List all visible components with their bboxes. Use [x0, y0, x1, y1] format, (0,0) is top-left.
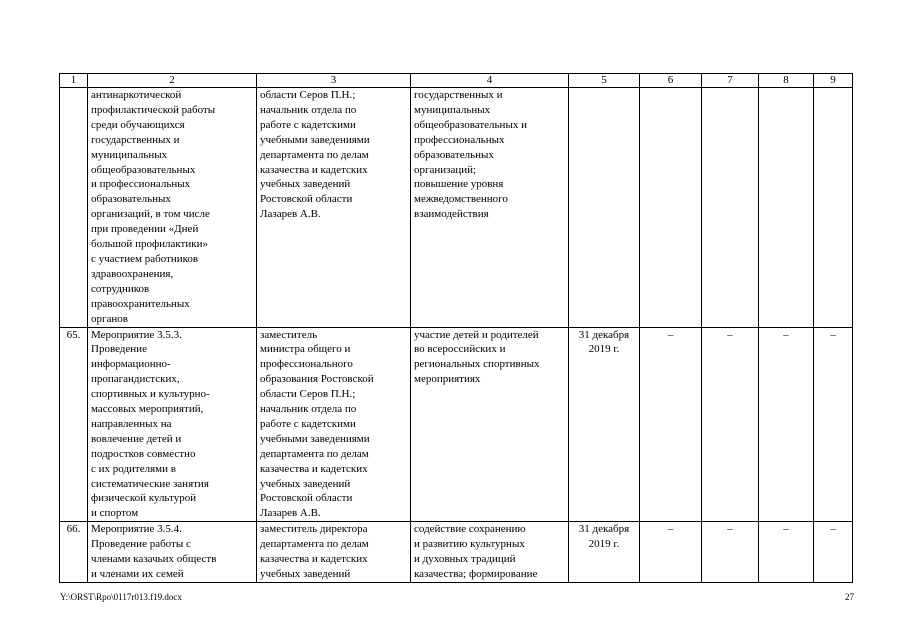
column-header-5: 5	[569, 74, 640, 88]
responsible-cell: заместитель директора департамента по делам казачества и кадетских учебных заведений	[257, 522, 411, 583]
event-cell: антинаркотической профилактической работы среди обучающихся государственных и муниципальных общеобразовательных и профессиональных образовательных организаций, в том числе при проведении «Дней большой профилактики» с участием работников здравоохранения, сотрудников правоохранительных органов	[88, 88, 257, 328]
column-header-8: 8	[759, 74, 814, 88]
col6-cell: –	[640, 327, 702, 522]
col8-cell: –	[759, 522, 814, 583]
table-row	[60, 522, 853, 583]
table-row	[60, 88, 853, 328]
column-number-row	[60, 74, 853, 88]
date-cell: 31 декабря 2019 г.	[569, 327, 640, 522]
col9-cell	[814, 88, 853, 328]
row-number: 66.	[60, 522, 88, 583]
column-header-2: 2	[88, 74, 257, 88]
page-number: 27	[845, 592, 854, 602]
result-cell: участие детей и родителей во всероссийских и региональных спортивных мероприятиях	[411, 327, 569, 522]
col7-cell: –	[702, 327, 759, 522]
plan-table	[59, 73, 853, 583]
col9-cell: –	[814, 327, 853, 522]
date-cell: 31 декабря 2019 г.	[569, 522, 640, 583]
col6-cell	[640, 88, 702, 328]
responsible-cell: заместитель министра общего и профессионального образования Ростовской области Серов П.Н.; начальник отдела по работе с кадетскими учебными заведениями департамента по делам казачества и кадетских учебных заведений Ростовской области Лазарев А.В.	[257, 327, 411, 522]
col7-cell	[702, 88, 759, 328]
column-header-4: 4	[411, 74, 569, 88]
col7-cell: –	[702, 522, 759, 583]
result-cell: государственных и муниципальных общеобразовательных и профессиональных образовательных организаций; повышение уровня межведомственного взаимодействия	[411, 88, 569, 328]
column-header-3: 3	[257, 74, 411, 88]
col9-cell: –	[814, 522, 853, 583]
responsible-cell: области Серов П.Н.; начальник отдела по работе с кадетскими учебными заведениями департамента по делам казачества и кадетских учебных заведений Ростовской области Лазарев А.В.	[257, 88, 411, 328]
footer-file-path: Y:\ORST\Rpo\0117r013.f19.docx	[60, 592, 182, 602]
column-header-7: 7	[702, 74, 759, 88]
col8-cell: –	[759, 327, 814, 522]
row-number	[60, 88, 88, 328]
table-row	[60, 327, 853, 522]
row-number: 65.	[60, 327, 88, 522]
column-header-1: 1	[60, 74, 88, 88]
result-cell: содействие сохранению и развитию культурных и духовных традиций казачества; формирование	[411, 522, 569, 583]
date-cell	[569, 88, 640, 328]
column-header-9: 9	[814, 74, 853, 88]
col6-cell: –	[640, 522, 702, 583]
event-cell: Мероприятие 3.5.4. Проведение работы с членами казачьих обществ и членами их семей	[88, 522, 257, 583]
event-cell: Мероприятие 3.5.3. Проведение информационно- пропагандистских, спортивных и культурно- массовых мероприятий, направленных на вовлечение детей и подростков совместно с их родителями в систематические занятия физической культурой и спортом	[88, 327, 257, 522]
column-header-6: 6	[640, 74, 702, 88]
col8-cell	[759, 88, 814, 328]
